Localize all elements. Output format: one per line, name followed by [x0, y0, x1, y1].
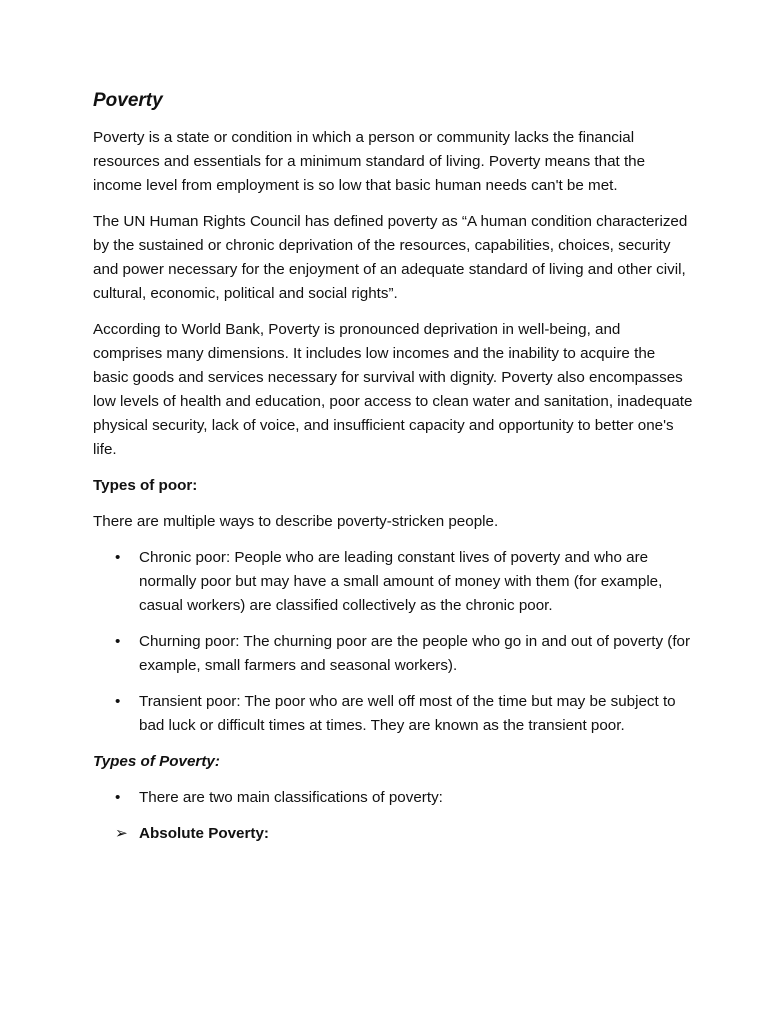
- list-item-text: Transient poor: The poor who are well off most of the time but may be subject to bad luck or difficult times at times. They are known as the transient poor.: [139, 693, 676, 734]
- types-of-poor-list: [93, 546, 693, 738]
- paragraph-definition: Poverty is a state or condition in which a person or community lacks the financial resources and essentials for a minimum standard of living. Poverty means that the income level from employment is so low that basic human needs can't be met.: [93, 129, 646, 194]
- document-title: Poverty: [93, 90, 163, 111]
- bullet-icon: •: [115, 789, 121, 806]
- paragraph-un-definition: The UN Human Rights Council has defined poverty as “A human condition characterized by the sustained or chronic deprivation of the resources, capabilities, choices, security and power necessary for the enjoyment of an adequate standard of living and other civil, cultural, economic, political and social rights”.: [93, 213, 688, 302]
- document-content: [93, 88, 693, 858]
- list-item-transient-poor: [93, 690, 693, 738]
- list-item-text: Churning poor: The churning poor are the people who go in and out of poverty (for example, small farmers and seasonal workers).: [139, 633, 691, 674]
- absolute-poverty-heading: Absolute Poverty:: [139, 825, 269, 842]
- bullet-icon: •: [115, 633, 121, 650]
- list-item-text: There are two main classifications of poverty:: [139, 789, 443, 806]
- list-item-classifications: [93, 786, 693, 810]
- list-item-churning-poor: [93, 630, 693, 678]
- types-of-poverty-heading: Types of Poverty:: [93, 753, 220, 770]
- types-of-poverty-list: [93, 786, 693, 846]
- list-item-text: Chronic poor: People who are leading constant lives of poverty and who are normally poor but may have a small amount of money with them (for example, casual workers) are classified collectively as the chronic poor.: [139, 549, 663, 614]
- arrow-bullet-icon: ➢: [115, 825, 128, 842]
- bullet-icon: •: [115, 549, 121, 566]
- paragraph-world-bank-definition: According to World Bank, Poverty is pronounced deprivation in well-being, and comprises many dimensions. It includes low incomes and the inability to acquire the basic goods and services necessary for survival with dignity. Poverty also encompasses low levels of health and education, poor access to clean water and sanitation, inadequate physical security, lack of voice, and insufficient capacity and opportunity to better one's life.: [93, 321, 693, 458]
- list-item-absolute-poverty: [93, 822, 693, 846]
- types-of-poor-heading: Types of poor:: [93, 477, 198, 494]
- bullet-icon: •: [115, 693, 121, 710]
- list-item-chronic-poor: [93, 546, 693, 618]
- types-of-poor-intro: There are multiple ways to describe poverty-stricken people.: [93, 513, 499, 530]
